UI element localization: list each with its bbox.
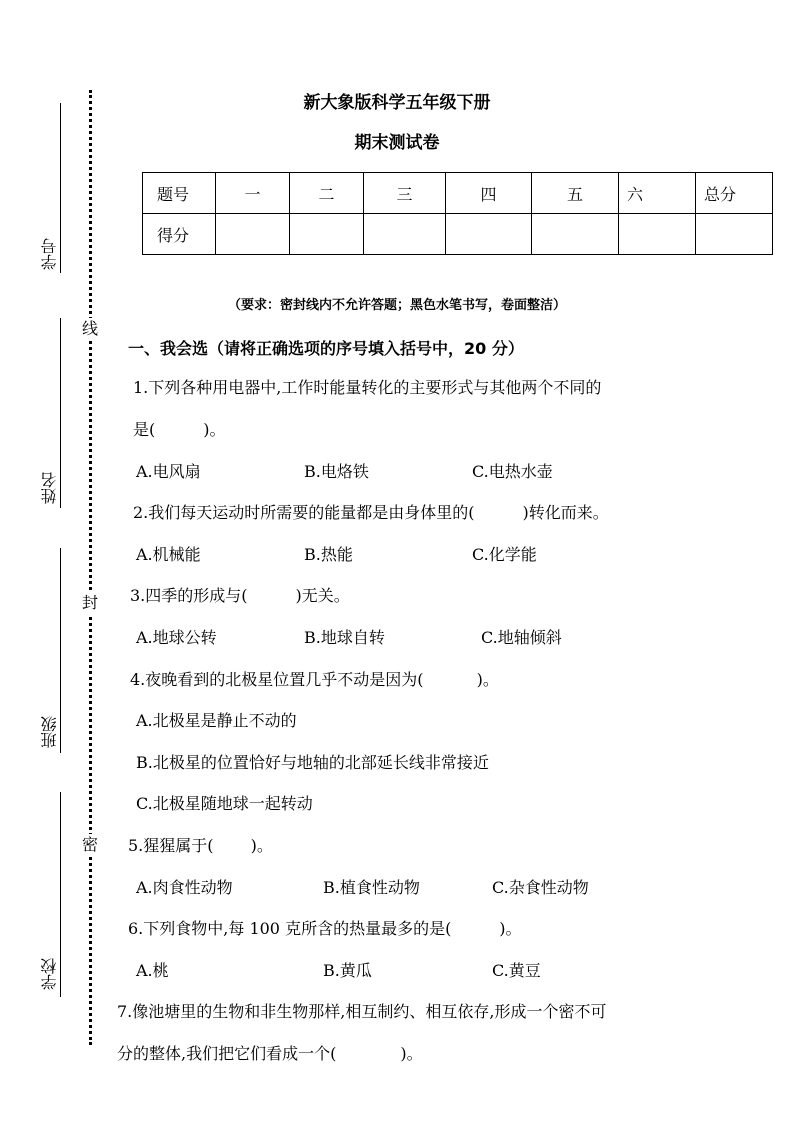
question-3-option-b: B.地球自转 — [304, 628, 385, 647]
score-col-3: 三 — [364, 173, 446, 214]
score-table-row2-label: 得分 — [143, 214, 216, 255]
name-line — [60, 318, 61, 508]
question-5-option-a: A.肉食性动物 — [136, 878, 233, 897]
seal-char-seal: 封 — [81, 593, 98, 612]
seal-dotted-line — [89, 90, 92, 1045]
question-4-line-1: 4.夜晚看到的北极星位置几乎不动是因为( )。 — [130, 670, 499, 689]
question-6-option-a: A.桃 — [136, 961, 169, 980]
question-1-line-2: 是( )。 — [133, 420, 226, 439]
score-col-6: 六 — [619, 173, 696, 214]
score-cell-2[interactable] — [290, 214, 364, 255]
student-id-label: 学号 — [40, 238, 59, 270]
question-4-option-a: A.北极星是静止不动的 — [136, 711, 297, 730]
question-1-line-1: 1.下列各种用电器中,工作时能量转化的主要形式与其他两个不同的 — [133, 378, 602, 397]
score-cell-6[interactable] — [619, 214, 696, 255]
question-7-line-1: 7.像池塘里的生物和非生物那样,相互制约、相互依存,形成一个密不可 — [117, 1002, 607, 1021]
score-table-score-row — [143, 214, 773, 255]
question-5-line-1: 5.猩猩属于( )。 — [128, 836, 273, 855]
score-table-header-row — [143, 173, 773, 214]
question-1-option-c: C.电热水壶 — [472, 462, 553, 481]
question-1-option-b: B.电烙铁 — [304, 462, 369, 481]
score-col-total: 总分 — [696, 173, 773, 214]
question-3-option-a: A.地球公转 — [136, 628, 217, 647]
score-col-5: 五 — [532, 173, 619, 214]
question-5-option-c: C.杂食性动物 — [492, 878, 589, 897]
score-table-row1-label: 题号 — [143, 173, 216, 214]
question-3-line-1: 3.四季的形成与( )无关。 — [130, 586, 350, 605]
question-2-option-a: A.机械能 — [136, 545, 201, 564]
score-cell-5[interactable] — [532, 214, 619, 255]
section-1-heading: 一、我会选（请将正确选项的序号填入括号中，20 分） — [128, 339, 524, 358]
question-5-option-b: B.植食性动物 — [323, 878, 420, 897]
question-2-option-b: B.热能 — [304, 545, 353, 564]
question-6-option-b: B.黄瓜 — [323, 961, 372, 980]
question-1-option-a: A.电风扇 — [136, 462, 201, 481]
school-label: 学校 — [40, 958, 59, 990]
page-title: 新大象版科学五年级下册 — [303, 93, 491, 113]
class-label: 班级 — [40, 716, 59, 748]
name-label: 姓名 — [40, 472, 59, 504]
score-col-2: 二 — [290, 173, 364, 214]
question-4-option-c: C.北极星随地球一起转动 — [136, 794, 313, 813]
question-6-line-1: 6.下列食物中,每 100 克所含的热量最多的是( )。 — [128, 919, 522, 938]
seal-char-line: 线 — [81, 319, 98, 338]
question-2-option-c: C.化学能 — [472, 545, 537, 564]
class-line — [60, 548, 61, 753]
question-4-option-b: B.北极星的位置恰好与地轴的北部延长线非常接近 — [136, 753, 489, 772]
score-cell-4[interactable] — [446, 214, 532, 255]
question-2-line-1: 2.我们每天运动时所需要的能量都是由身体里的( )转化而来。 — [133, 503, 609, 522]
school-line — [60, 792, 61, 997]
score-cell-1[interactable] — [216, 214, 290, 255]
score-table — [142, 172, 773, 255]
question-6-option-c: C.黄豆 — [492, 961, 541, 980]
score-col-4: 四 — [446, 173, 532, 214]
page-subtitle: 期末测试卷 — [354, 133, 440, 153]
question-7-line-2: 分的整体,我们把它们看成一个( )。 — [117, 1044, 423, 1063]
score-col-1: 一 — [216, 173, 290, 214]
question-3-option-c: C.地轴倾斜 — [481, 628, 562, 647]
seal-char-secret: 密 — [81, 835, 98, 854]
answer-requirement: （要求：密封线内不允许答题；黑色水笔书写，卷面整洁） — [227, 298, 566, 313]
score-cell-total[interactable] — [696, 214, 773, 255]
score-cell-3[interactable] — [364, 214, 446, 255]
